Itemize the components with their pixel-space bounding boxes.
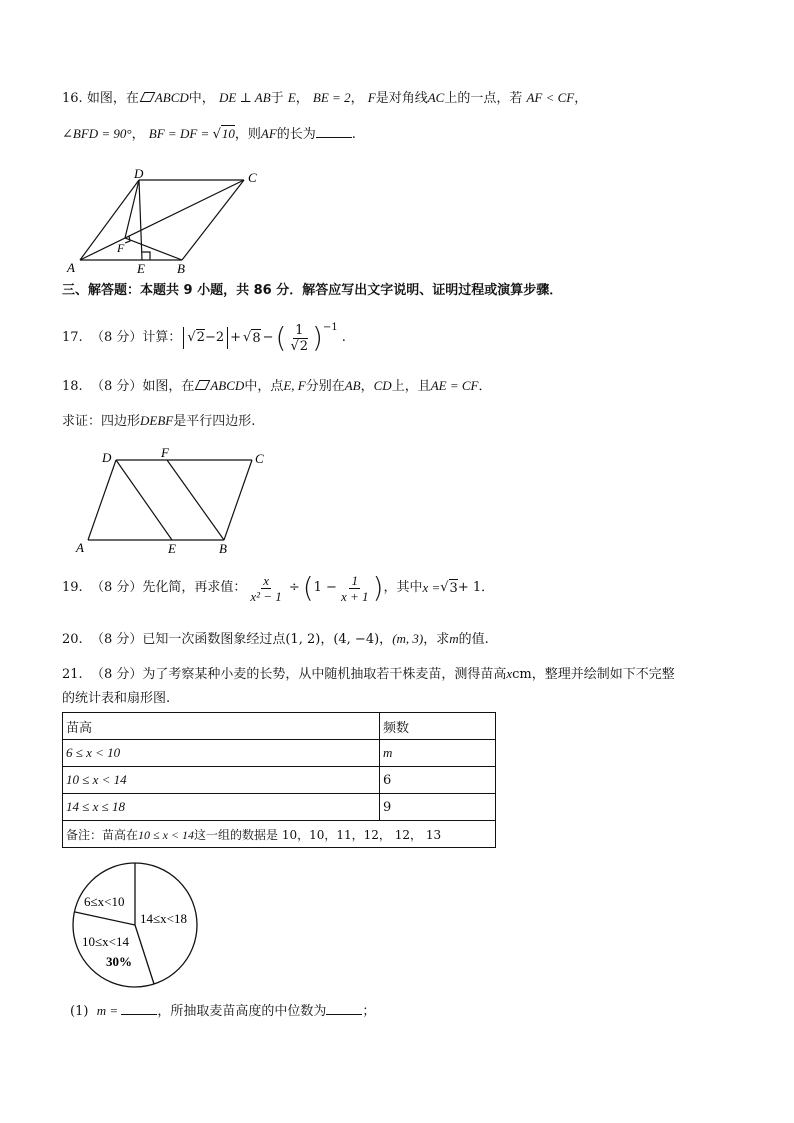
label-d: D: [134, 166, 144, 181]
label-e: E: [168, 541, 176, 556]
diagonal-ac: [80, 180, 244, 260]
pie-chart: [70, 860, 200, 990]
pie-divider-bottom: [135, 925, 154, 984]
segment-fb: [125, 238, 182, 260]
right-angle-mark-e: [142, 252, 150, 260]
question-number: 16.: [62, 91, 83, 106]
table-header-row: [63, 713, 496, 740]
side-da: [80, 180, 139, 260]
table-row: 6 ≤ x < 10 m: [63, 740, 496, 767]
q19: 19. （8 分）先化简，再求值： $\frac{x}{\text{x² − 1}}$ ÷ ( 1 − $\frac{1}{x + 1}$ ) ，其中 x = √ 3 + 1．: [62, 571, 495, 604]
label-b: B: [219, 541, 227, 556]
label-d: D: [102, 450, 112, 465]
pie-label-2: 10≤x<14: [82, 934, 129, 949]
segment-de: [116, 460, 172, 540]
q16-figure: [62, 166, 272, 278]
label-b: B: [177, 261, 185, 276]
question-number: 19.: [62, 580, 83, 595]
label-f: F: [117, 241, 125, 255]
q18-prove: 求证：四边形DEBF是平行四边形.: [62, 413, 256, 429]
question-number: 21.: [62, 667, 83, 682]
label-e: E: [137, 261, 145, 276]
q18-figure: [72, 446, 282, 558]
q16-line1: 16. 如图，在 ABCD中， DE ⊥ AB于 E， BE = 2， F是对角线AC上的一点，若 AF < CF，: [62, 90, 588, 106]
segment-de: [139, 180, 142, 260]
question-number: 18.: [62, 379, 83, 394]
q16-line2: ∠BFD = 90°， BF = DF = √10，则AF的长为 .: [62, 126, 356, 142]
section-heading: 三、解答题：本题共 9 小题，共 86 分．解答应写出文字说明、证明过程或演算步骤．: [62, 283, 563, 298]
pie-divider-left: [75, 912, 135, 925]
label-a: A: [76, 540, 84, 555]
table-header: 苗高: [63, 713, 380, 740]
table-note-row: 备注：苗高在10 ≤ x < 14这一组的数据是 10，10，11，12， 12， 13: [63, 821, 496, 848]
label-c: C: [255, 451, 264, 466]
side-da: [88, 460, 116, 540]
q17: 17. （8 分）计算： √2−2 + √ 8 − ( $\frac{1}{√2}$ ) $^{-1}$ .: [62, 321, 346, 354]
table-header: 频数: [380, 713, 496, 740]
q21-sub1: (1) m = ，所抽取麦苗高度的中位数为 ；: [70, 1003, 376, 1019]
frequency-table: [62, 712, 496, 848]
table-row: 14 ≤ x ≤ 18 9: [63, 794, 496, 821]
segment-fb: [167, 460, 224, 540]
question-number: 17.: [62, 330, 83, 345]
q18-line1: 18. （8 分）如图，在 ABCD中，点E, F分别在AB，CD上，且AE = CF．: [62, 378, 492, 394]
question-number: 20.: [62, 632, 83, 647]
side-bc: [224, 460, 252, 540]
label-c: C: [248, 170, 257, 185]
answer-blank-m[interactable]: [121, 1002, 157, 1015]
side-bc: [182, 180, 244, 260]
label-a: A: [67, 260, 75, 275]
q21-line2: 的统计表和扇形图.: [62, 691, 171, 706]
pie-label-1: 6≤x<10: [84, 894, 125, 909]
answer-blank-median[interactable]: [326, 1002, 362, 1015]
q20: 20. （8 分）已知一次函数图象经过点(1, 2)，(4, −4)，(m, 3)，求m的值.: [62, 631, 489, 647]
parallelogram-symbol-icon: [140, 92, 156, 102]
table-row: 10 ≤ x < 14 6: [63, 767, 496, 794]
q21-line1: 21. （8 分）为了考察某种小麦的长势，从中随机抽取若干株麦苗，测得苗高xcm，整理并绘制如下不完整: [62, 666, 675, 682]
pie-label-3: 14≤x<18: [140, 911, 187, 926]
parallelogram-symbol-icon: [195, 380, 211, 390]
label-f: F: [161, 446, 169, 460]
pie-label-percent: 30%: [106, 954, 132, 969]
answer-blank[interactable]: [316, 125, 352, 138]
